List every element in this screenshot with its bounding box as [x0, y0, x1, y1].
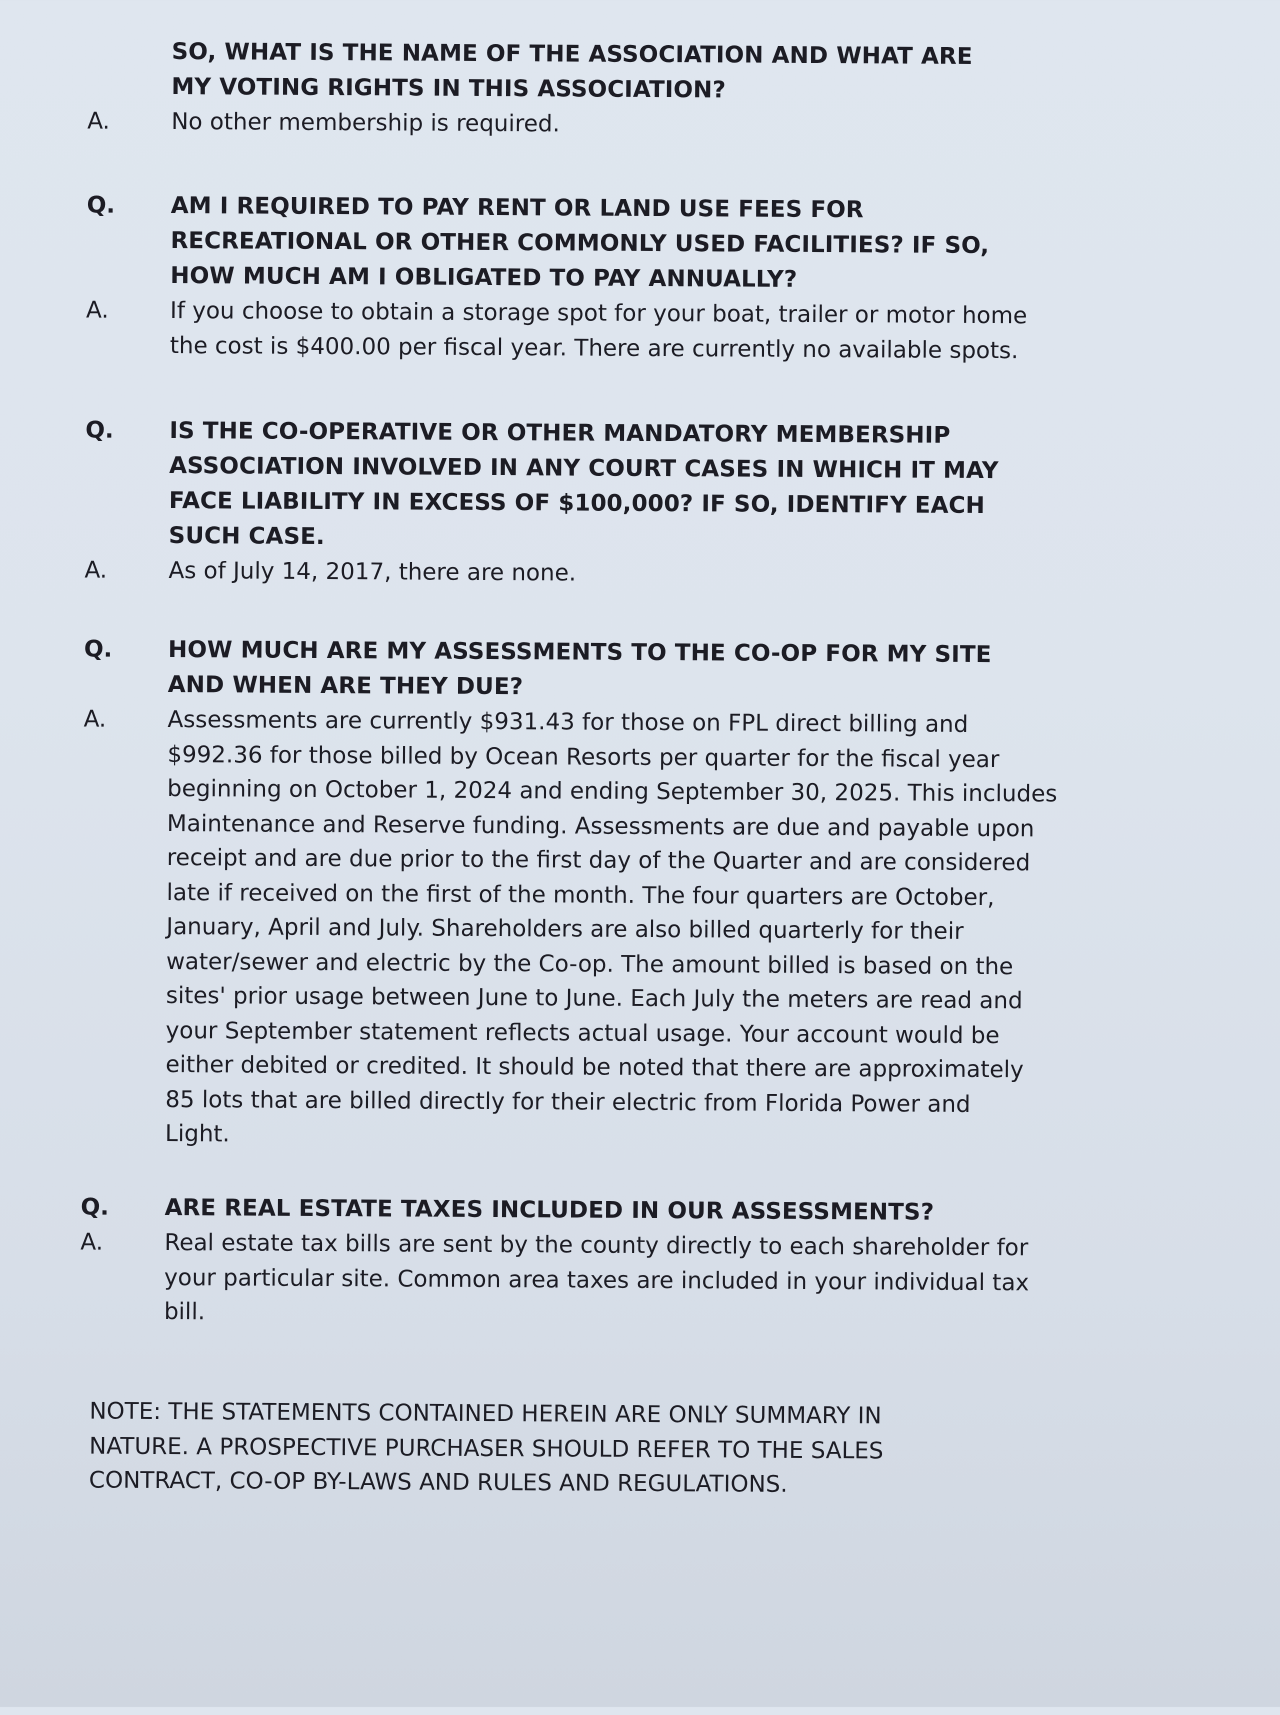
answer-row: [80, 1226, 1121, 1336]
answer-marker: A.: [87, 108, 110, 135]
question-text: IS THE CO-OPERATIVE OR OTHER MANDATORY MEMBERSHIP ASSOCIATION INVOLVED IN ANY COURT CASES IN WHICH IT MAY FACE LIABILITY IN EXCESS OF $100,000? IF SO, IDENTIFY EACH SUCH CASE.: [168, 418, 999, 550]
question-marker: [88, 35, 172, 36]
answer-text: If you choose to obtain a storage spot for your boat, trailer or motor home the cost is $400.00 per fiscal year. There are currently no available spots.: [169, 298, 1028, 364]
question-row: [85, 414, 1126, 560]
question-marker: Q.: [80, 1194, 110, 1221]
question-text: AM I REQUIRED TO PAY RENT OR LAND USE FEES FOR RECREATIONAL OR OTHER COMMONLY USED FACILITIES? IF SO, HOW MUCH AM I OBLIGATED TO PAY ANNUALLY?: [170, 193, 990, 293]
question-text: ARE REAL ESTATE TAXES INCLUDED IN OUR ASSESSMENTS?: [164, 1195, 935, 1226]
question-marker: Q.: [86, 192, 116, 219]
summary-note: NOTE: THE STATEMENTS CONTAINED HEREIN ARE ONLY SUMMARY IN NATURE. A PROSPECTIVE PURCHASER SHOULD REFER TO THE SALES CONTRACT, CO-OP BY-LAWS AND RULES AND REGULATIONS.: [88, 1398, 884, 1498]
answer-marker: A.: [83, 706, 107, 733]
answer-marker: A.: [84, 557, 108, 584]
qa-section-rent-fees: [86, 189, 1127, 369]
question-marker: Q.: [85, 417, 114, 444]
question-text: SO, WHAT IS THE NAME OF THE ASSOCIATION AND WHAT ARE MY VOTING RIGHTS IN THIS ASSOCIATION?: [171, 39, 973, 104]
question-row: [86, 189, 1127, 300]
qa-section-real-estate-taxes: [80, 1191, 1121, 1336]
answer-marker: A.: [80, 1229, 104, 1256]
answer-text: No other membership is required.: [171, 109, 560, 138]
question-row: [84, 633, 1124, 709]
answer-row: [86, 294, 1126, 369]
question-marker: Q.: [83, 636, 113, 663]
answer-row: [81, 703, 1124, 1158]
answer-text: Real estate tax bills are sent by the county directly to each shareholder for your particular site. Common area taxes are included in your individual tax bill.: [163, 1230, 1030, 1326]
answer-row: [87, 105, 1127, 146]
answer-row: [84, 554, 1124, 595]
qa-section-assessments: [81, 633, 1124, 1158]
qa-section-court-cases: [84, 414, 1125, 595]
qa-section-voting-rights: [87, 35, 1128, 146]
answer-text: Assessments are currently $931.43 for those on FPL direct billing and $992.36 for those billed by Ocean Resorts per quarter for the fiscal year beginning on October 1, 2024 and ending September 30, 2025. This includes Maintenance and Reserve funding. Assessments are due and payable upon receipt and are due prior to the first day of the Quarter and are considered late if received on the first of the month. The four quarters are October, January, April and July. Shareholders are also billed quarterly for their water/sewer and electric by the Co-op. The amount billed is based on the sites' prior usage between June to June. Each July the meters are read and your September statement reflects actual usage. Your account would be either debited or credited. It should be noted that there are approximately 85 lots that are billed directly for their electric from Florida Power and Light.: [164, 707, 1058, 1148]
question-text: HOW MUCH ARE MY ASSESSMENTS TO THE CO-OP FOR MY SITE AND WHEN ARE THEY DUE?: [167, 637, 992, 701]
question-row: [87, 35, 1127, 111]
answer-text: As of July 14, 2017, there are none.: [168, 558, 577, 587]
answer-marker: A.: [86, 297, 109, 324]
